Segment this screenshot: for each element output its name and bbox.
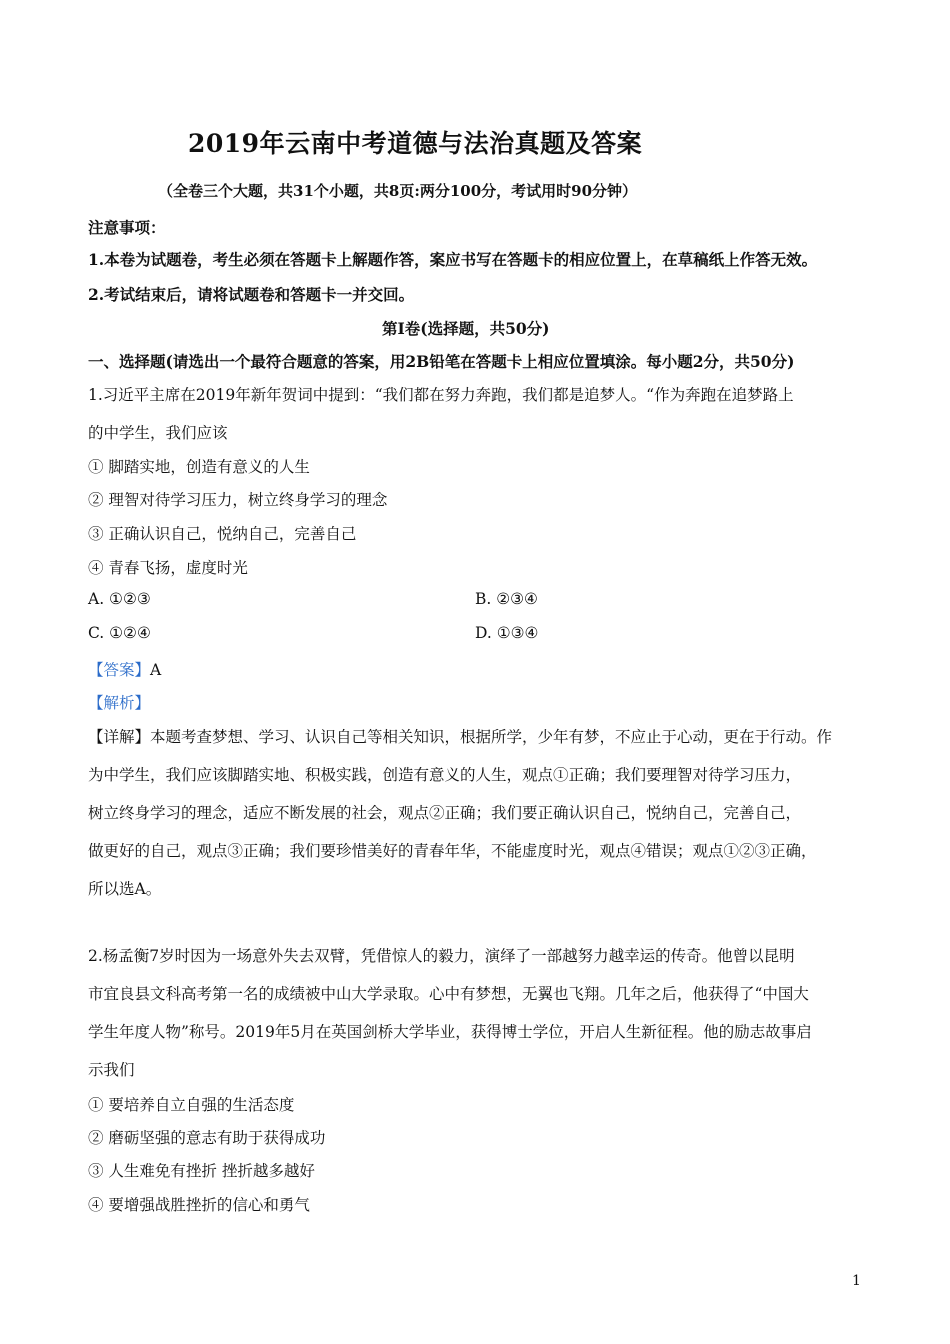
option-a: A. ①②③ [88, 590, 151, 608]
answer-value: A [150, 661, 162, 679]
explanation-line: 所以选A。 [88, 880, 162, 898]
option-b: B. ②③④ [475, 590, 538, 608]
statement: ① 脚踏实地，创造有意义的人生 [88, 458, 310, 476]
explanation-line: 树立终身学习的理念，适应不断发展的社会，观点②正确；我们要正确认识自己，悦纳自己，完善自己， [88, 804, 802, 822]
statement: ③ 人生难免有挫折 挫折越多越好 [88, 1162, 315, 1180]
part-heading: 第Ⅰ卷(选择题，共50分) [382, 319, 550, 338]
statement: ④ 要增强战胜挫折的信心和勇气 [88, 1196, 310, 1214]
section-heading: 一、选择题(请选出一个最符合题意的答案，用2B铅笔在答题卡上相应位置填涂。每小题2分，共50分) [88, 352, 795, 371]
question-stem: 的中学生，我们应该 [88, 424, 228, 442]
explanation-line: 【详解】本题考查梦想、学习、认识自己等相关知识，根据所学，少年有梦，不应止于心动，更在于行动。作 [88, 728, 833, 746]
question-stem: 示我们 [88, 1061, 135, 1079]
notice-item: 1.本卷为试题卷，考生必须在答题卡上解题作答，案应书写在答题卡的相应位置上，在草稿纸上作答无效。 [88, 250, 818, 269]
question-stem: 学生年度人物”称号。2019年5月在英国剑桥大学毕业，获得博士学位，开启人生新征程。他的励志故事启 [88, 1023, 812, 1041]
statement: ② 磨砺坚强的意志有助于获得成功 [88, 1129, 326, 1147]
explanation-line: 为中学生，我们应该脚踏实地、积极实践，创造有意义的人生，观点①正确；我们要理智对待学习压力， [88, 766, 802, 784]
statement: ① 要培养自立自强的生活态度 [88, 1096, 295, 1114]
question-stem: 市宜良县文科高考第一名的成绩被中山大学录取。心中有梦想，无翼也飞翔。几年之后，他获得了“中国大 [88, 985, 809, 1003]
answer-line [88, 658, 161, 680]
document-title: 2019年云南中考道德与法治真题及答案 [188, 129, 643, 158]
option-d: D. ①③④ [475, 624, 539, 642]
explanation-line: 做更好的自己，观点③正确；我们要珍惜美好的青春年华，不能虚度时光，观点④错误；观点①②③正确， [88, 842, 817, 860]
exam-info: （全卷三个大题，共31个小题，共8页:两分100分，考试用时90分钟） [158, 182, 638, 200]
statement: ② 理智对待学习压力，树立终身学习的理念 [88, 491, 388, 509]
answer-label: 【答案】 [88, 661, 151, 679]
analysis-label: 【解析】 [88, 694, 151, 712]
statement: ④ 青春飞扬，虚度时光 [88, 559, 248, 577]
question-stem: 1.习近平主席在2019年新年贺词中提到：“我们都在努力奔跑，我们都是追梦人。“作为奔跑在追梦路上 [88, 386, 794, 404]
notice-item: 2.考试结束后，请将试题卷和答题卡一并交回。 [88, 285, 415, 304]
question-stem: 2.杨孟衡7岁时因为一场意外失去双臂，凭借惊人的毅力，演绎了一部越努力越幸运的传奇。他曾以昆明 [88, 947, 795, 965]
statement: ③ 正确认识自己，悦纳自己，完善自己 [88, 525, 357, 543]
option-c: C. ①②④ [88, 624, 151, 642]
page-number: 1 [852, 1273, 861, 1289]
notice-heading: 注意事项： [88, 218, 166, 237]
